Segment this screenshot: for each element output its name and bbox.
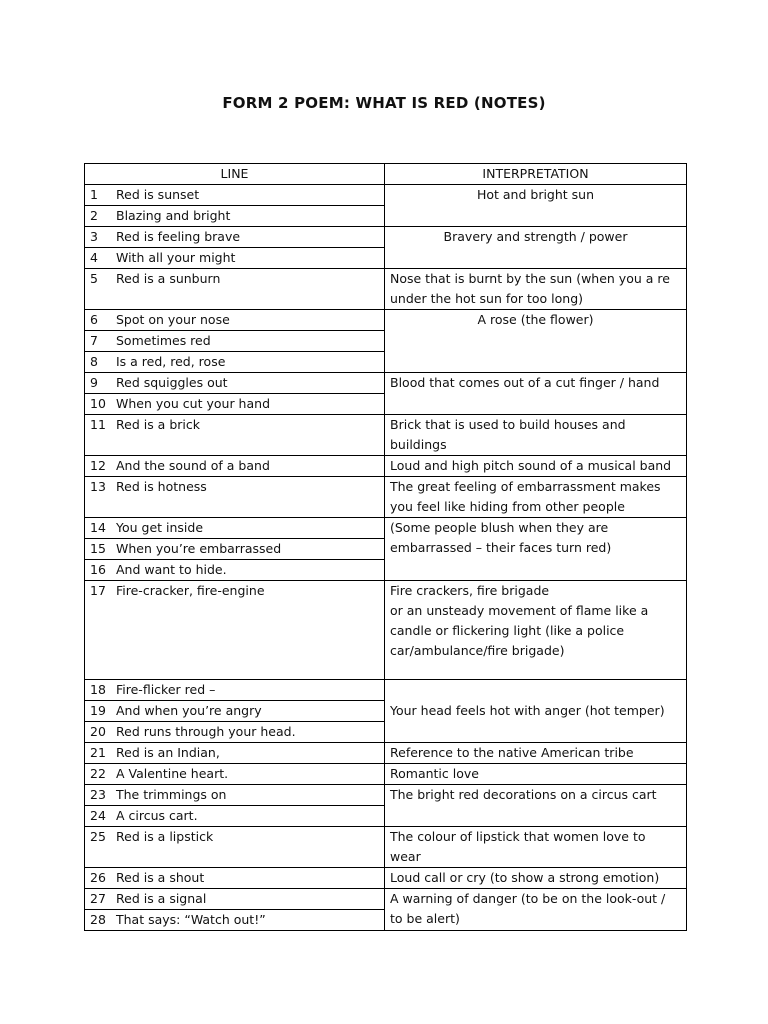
interpretation-text: car/ambulance/fire brigade) [390, 643, 565, 658]
line-number: 4 [90, 250, 98, 265]
line-cell [85, 248, 385, 269]
interpretation-cell [385, 415, 687, 456]
interpretation-cell [385, 477, 687, 518]
interpretation-text: The bright red decorations on a circus cart [390, 787, 657, 802]
table-row [85, 764, 687, 785]
line-number: 2 [90, 208, 98, 223]
table-row [85, 227, 687, 248]
line-text: When you’re embarrassed [116, 541, 282, 556]
line-cell [85, 331, 385, 352]
line-number: 16 [90, 562, 106, 577]
line-text: And when you’re angry [116, 703, 262, 718]
interpretation-text: buildings [390, 437, 447, 452]
interpretation-cell [385, 785, 687, 827]
interpretation-cell [385, 227, 687, 269]
table-row [85, 456, 687, 477]
line-cell [85, 827, 385, 868]
line-number: 28 [90, 912, 106, 927]
line-text: Red is a brick [116, 417, 200, 432]
line-cell [85, 373, 385, 394]
line-number: 21 [90, 745, 106, 760]
line-number: 13 [90, 479, 106, 494]
interpretation-cell [385, 310, 687, 373]
interpretation-text: The colour of lipstick that women love to [390, 829, 646, 844]
interpretation-text: you feel like hiding from other people [390, 499, 625, 514]
line-text: Red is a signal [116, 891, 207, 906]
line-cell [85, 785, 385, 806]
table-row [85, 269, 687, 310]
table-row [85, 785, 687, 806]
line-text: And the sound of a band [116, 458, 270, 473]
table-row [85, 477, 687, 518]
line-text: Sometimes red [116, 333, 211, 348]
table-row [85, 743, 687, 764]
line-number: 6 [90, 312, 98, 327]
table-header-row [85, 164, 687, 185]
interpretation-text: (Some people blush when they are [390, 520, 609, 535]
header-line: LINE [85, 164, 385, 185]
line-cell [85, 701, 385, 722]
line-cell [85, 889, 385, 910]
line-cell [85, 722, 385, 743]
interpretation-cell [385, 456, 687, 477]
table-row [85, 680, 687, 701]
table-row [85, 889, 687, 910]
interpretation-cell [385, 743, 687, 764]
line-number: 19 [90, 703, 106, 718]
interpretation-cell [385, 581, 687, 680]
interpretation-text: or an unsteady movement of flame like a [390, 603, 649, 618]
line-number: 7 [90, 333, 98, 348]
interpretation-text: Loud call or cry (to show a strong emotion) [390, 870, 660, 885]
line-text: Blazing and bright [116, 208, 231, 223]
notes-table [84, 163, 687, 931]
interpretation-cell [385, 868, 687, 889]
line-number: 15 [90, 541, 106, 556]
table-row [85, 415, 687, 456]
line-text: The trimmings on [116, 787, 227, 802]
line-number: 17 [90, 583, 106, 598]
line-cell [85, 560, 385, 581]
line-number: 14 [90, 520, 106, 535]
interpretation-text: embarrassed – their faces turn red) [390, 540, 612, 555]
line-cell [85, 185, 385, 206]
line-number: 5 [90, 271, 98, 286]
line-number: 3 [90, 229, 98, 244]
interpretation-text: Hot and bright sun [476, 187, 595, 202]
interpretation-text: Fire crackers, fire brigade [390, 583, 550, 598]
interpretation-cell [385, 518, 687, 581]
line-cell [85, 743, 385, 764]
line-text: Red runs through your head. [116, 724, 296, 739]
interpretation-text: Your head feels hot with anger (hot temper) [390, 703, 665, 718]
interpretation-text: Nose that is burnt by the sun (when you a re [390, 271, 670, 286]
line-cell [85, 539, 385, 560]
interpretation-cell [385, 889, 687, 931]
interpretation-text: Blood that comes out of a cut finger / hand [390, 375, 660, 390]
interpretation-text: The great feeling of embarrassment makes [390, 479, 661, 494]
line-number: 18 [90, 682, 106, 697]
line-text: Red is feeling brave [116, 229, 241, 244]
interpretation-text: Bravery and strength / power [443, 229, 628, 244]
line-cell [85, 269, 385, 310]
line-text: With all your might [116, 250, 236, 265]
interpretation-text: under the hot sun for too long) [390, 291, 584, 306]
line-cell [85, 352, 385, 373]
interpretation-text: A warning of danger (to be on the look-out / [390, 891, 666, 906]
line-text: Red squiggles out [116, 375, 228, 390]
line-cell [85, 910, 385, 931]
line-cell [85, 310, 385, 331]
line-text: You get inside [116, 520, 204, 535]
line-text: Red is sunset [116, 187, 200, 202]
line-number: 10 [90, 396, 106, 411]
line-cell [85, 477, 385, 518]
line-number: 11 [90, 417, 106, 432]
line-number: 24 [90, 808, 106, 823]
page-title: FORM 2 POEM: WHAT IS RED (NOTES) [222, 94, 546, 112]
line-number: 8 [90, 354, 98, 369]
line-text: Red is a sunburn [116, 271, 221, 286]
line-cell [85, 868, 385, 889]
line-cell [85, 764, 385, 785]
line-number: 9 [90, 375, 98, 390]
line-cell [85, 456, 385, 477]
line-text: Is a red, red, rose [116, 354, 226, 369]
interpretation-cell [385, 680, 687, 743]
line-text: Red is an Indian, [116, 745, 220, 760]
table-row [85, 868, 687, 889]
interpretation-text: Reference to the native American tribe [390, 745, 634, 760]
table-row [85, 827, 687, 868]
line-cell [85, 415, 385, 456]
line-number: 27 [90, 891, 106, 906]
line-text: When you cut your hand [116, 396, 270, 411]
table-row [85, 518, 687, 539]
line-text: A Valentine heart. [116, 766, 229, 781]
line-number: 25 [90, 829, 106, 844]
line-text: Fire-flicker red – [116, 682, 216, 697]
interpretation-cell [385, 185, 687, 227]
interpretation-text: to be alert) [390, 911, 460, 926]
interpretation-text: A rose (the flower) [477, 312, 594, 327]
line-number: 20 [90, 724, 106, 739]
line-cell [85, 227, 385, 248]
line-number: 23 [90, 787, 106, 802]
line-cell [85, 518, 385, 539]
line-text: A circus cart. [116, 808, 198, 823]
interpretation-cell [385, 827, 687, 868]
header-interpretation: INTERPRETATION [385, 164, 687, 185]
interpretation-text: Loud and high pitch sound of a musical band [390, 458, 672, 473]
line-cell [85, 806, 385, 827]
line-text: Red is a shout [116, 870, 205, 885]
interpretation-text: Brick that is used to build houses and [390, 417, 626, 432]
table-row [85, 185, 687, 206]
interpretation-cell [385, 373, 687, 415]
line-cell [85, 581, 385, 680]
interpretation-text: wear [390, 849, 421, 864]
interpretation-text: Romantic love [390, 766, 479, 781]
line-text: That says: “Watch out!” [116, 912, 266, 927]
line-number: 12 [90, 458, 106, 473]
line-number: 22 [90, 766, 106, 781]
line-text: And want to hide. [116, 562, 227, 577]
line-cell [85, 680, 385, 701]
line-text: Red is hotness [116, 479, 207, 494]
line-text: Red is a lipstick [116, 829, 214, 844]
line-text: Fire-cracker, fire-engine [116, 583, 265, 598]
table-row [85, 310, 687, 331]
interpretation-cell [385, 269, 687, 310]
line-number: 26 [90, 870, 106, 885]
line-text: Spot on your nose [116, 312, 230, 327]
table-row [85, 373, 687, 394]
interpretation-text: candle or flickering light (like a police [390, 623, 625, 638]
interpretation-cell [385, 764, 687, 785]
line-cell [85, 394, 385, 415]
line-number: 1 [90, 187, 98, 202]
line-cell [85, 206, 385, 227]
table-row [85, 581, 687, 680]
